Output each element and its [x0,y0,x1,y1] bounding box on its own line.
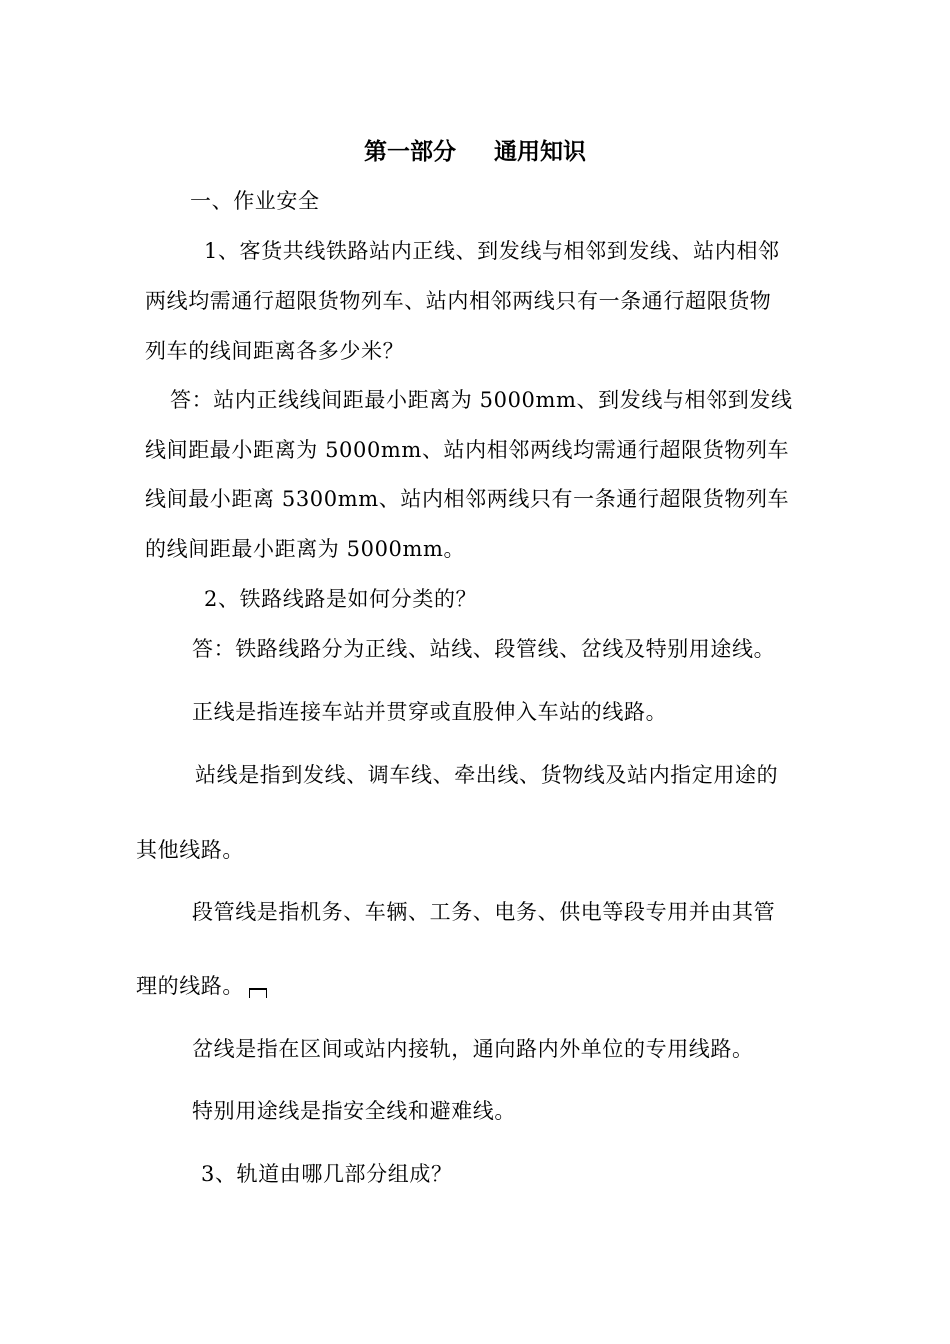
answer-1-line-4: 的线间距最小距离为 5000mm。 [145,537,466,561]
editing-mark-icon [249,988,267,998]
depot-line-definition-line-1: 段管线是指机务、车辆、工务、电务、供电等段专用并由其管 [192,900,776,924]
answer-1-line-2: 线间距最小距离为 5000mm、站内相邻两线均需通行超限货物列车 [145,438,790,462]
main-line-definition: 正线是指连接车站并贯穿或直股伸入车站的线路。 [192,700,668,724]
depot-line-definition-line-2: 理的线路。 [136,974,244,998]
special-line-definition: 特别用途线是指安全线和避难线。 [192,1099,516,1123]
page-title [0,137,950,167]
station-line-definition-line-2: 其他线路。 [136,838,244,862]
question-3: 3、轨道由哪几部分组成？ [201,1162,453,1186]
answer-1-line-3: 线间最小距离 5300mm、站内相邻两线只有一条通行超限货物列车 [145,487,790,511]
question-1-line-2: 两线均需通行超限货物列车、站内相邻两线只有一条通行超限货物 [145,289,772,313]
question-2: 2、铁路线路是如何分类的？ [204,587,478,611]
station-line-definition-line-1: 站线是指到发线、调车线、牵出线、货物线及站内指定用途的 [195,763,779,787]
question-1-line-3: 列车的线间距离各多少米？ [145,339,405,363]
answer-2: 答：铁路线路分为正线、站线、段管线、岔线及特别用途线。 [192,637,776,661]
question-1-line-1: 1、客货共线铁路站内正线、到发线与相邻到发线、站内相邻 [204,239,780,263]
branch-line-definition: 岔线是指在区间或站内接轨，通向路内外单位的专用线路。 [192,1037,754,1061]
answer-1-line-1: 答：站内正线线间距最小距离为 5000mm、到发线与相邻到发线 [170,388,793,412]
section-heading: 一、作业安全 [190,189,320,213]
title-name: 通用知识 [494,138,586,165]
title-part: 第一部分 [364,138,456,165]
